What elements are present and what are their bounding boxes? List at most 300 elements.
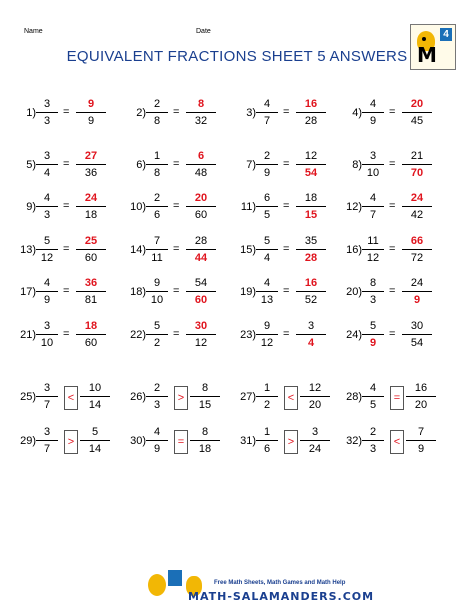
m-letter-icon: M	[417, 43, 434, 67]
denominator: 7	[263, 115, 271, 127]
comparison-sign-box: >	[64, 430, 78, 454]
fraction	[190, 425, 220, 456]
fraction	[146, 425, 168, 456]
denominator: 12	[260, 337, 274, 349]
numerator: 10	[88, 382, 102, 394]
date-label: Date	[196, 28, 211, 35]
equivalence-problem	[226, 97, 334, 129]
denominator: 45	[410, 115, 424, 127]
problem-number: 2)	[136, 107, 146, 119]
denominator: 15	[198, 399, 212, 411]
numerator: 30	[194, 320, 208, 332]
denominator: 72	[410, 252, 424, 264]
numerator: 1	[153, 150, 161, 162]
denominator: 12	[40, 252, 54, 264]
denominator: 60	[194, 294, 208, 306]
problem-number: 13)	[20, 244, 36, 256]
fraction	[296, 97, 326, 128]
numerator: 3	[43, 98, 51, 110]
fraction	[186, 97, 216, 128]
comparison-sign-box: <	[390, 430, 404, 454]
numerator: 11	[367, 235, 379, 247]
problem-number: 28)	[346, 391, 362, 403]
fraction	[186, 319, 216, 350]
denominator: 20	[414, 399, 428, 411]
fraction	[256, 319, 278, 350]
fraction-bar	[362, 112, 384, 113]
fraction-bar	[146, 396, 168, 397]
numerator: 8	[369, 277, 377, 289]
fraction-bar	[402, 291, 432, 292]
fraction	[406, 381, 436, 412]
equivalence-problem	[332, 234, 440, 266]
denominator: 14	[88, 443, 102, 455]
equivalence-problem	[332, 319, 440, 351]
grade-number: 4	[440, 28, 452, 41]
numerator: 4	[369, 192, 377, 204]
fraction	[296, 191, 326, 222]
numerator: 4	[263, 98, 271, 110]
numerator: 35	[304, 235, 318, 247]
equals-sign: =	[63, 200, 70, 212]
equals-sign: =	[283, 328, 290, 340]
numerator: 4	[153, 426, 161, 438]
numerator: 27	[84, 150, 98, 162]
fraction-bar	[186, 164, 216, 165]
fraction-bar	[80, 396, 110, 397]
numerator: 2	[153, 382, 161, 394]
fraction	[186, 149, 216, 180]
fraction	[36, 381, 58, 412]
equals-sign: =	[389, 285, 396, 297]
fraction-bar	[146, 164, 168, 165]
fraction-bar	[36, 440, 58, 441]
fraction-bar	[406, 396, 436, 397]
comparison-sign-box: >	[284, 430, 298, 454]
fraction-bar	[36, 396, 58, 397]
denominator: 20	[308, 399, 322, 411]
fraction-bar	[296, 206, 326, 207]
fraction	[406, 425, 436, 456]
denominator: 3	[369, 443, 377, 455]
fraction-bar	[36, 334, 58, 335]
fraction	[402, 191, 432, 222]
fraction	[80, 425, 110, 456]
fraction	[76, 191, 106, 222]
fraction-bar	[76, 334, 106, 335]
numerator: 5	[43, 235, 51, 247]
denominator: 28	[304, 115, 318, 127]
numerator: 8	[201, 426, 209, 438]
denominator: 3	[369, 294, 377, 306]
denominator: 12	[194, 337, 208, 349]
numerator: 6	[197, 150, 205, 162]
fraction-bar	[186, 291, 216, 292]
equals-sign: =	[283, 200, 290, 212]
equals-sign: =	[173, 285, 180, 297]
fraction	[186, 276, 216, 307]
comparison-problem	[332, 381, 440, 413]
comparison-sign-box: >	[174, 386, 188, 410]
numerator: 5	[369, 320, 377, 332]
problem-number: 32)	[346, 435, 362, 447]
fraction	[256, 234, 278, 265]
fraction	[186, 191, 216, 222]
problem-number: 25)	[20, 391, 36, 403]
denominator: 9	[43, 294, 51, 306]
denominator: 13	[260, 294, 274, 306]
fraction-bar	[76, 206, 106, 207]
page-title: EQUIVALENT FRACTIONS SHEET 5 ANSWERS	[66, 48, 408, 65]
fraction-bar	[256, 164, 278, 165]
equals-sign: =	[389, 106, 396, 118]
numerator: 4	[43, 192, 51, 204]
fraction-bar	[146, 206, 168, 207]
fraction-bar	[76, 112, 106, 113]
denominator: 24	[308, 443, 322, 455]
fraction	[146, 319, 168, 350]
equivalence-problem	[226, 319, 334, 351]
comparison-sign-box: <	[64, 386, 78, 410]
equals-sign: =	[63, 285, 70, 297]
fraction	[296, 319, 326, 350]
denominator: 52	[304, 294, 318, 306]
denominator: 8	[153, 167, 161, 179]
fraction-bar	[36, 164, 58, 165]
numerator: 4	[369, 382, 377, 394]
equals-sign: =	[173, 243, 180, 255]
comparison-problem	[6, 381, 114, 413]
fraction	[76, 149, 106, 180]
equivalence-problem	[116, 319, 224, 351]
denominator: 15	[304, 209, 318, 221]
fraction-bar	[190, 440, 220, 441]
denominator: 60	[194, 209, 208, 221]
denominator: 8	[153, 115, 161, 127]
denominator: 44	[194, 252, 208, 264]
fraction	[402, 234, 432, 265]
numerator: 8	[201, 382, 209, 394]
fraction	[256, 97, 278, 128]
fraction	[256, 381, 278, 412]
fraction-bar	[296, 112, 326, 113]
fraction	[402, 97, 432, 128]
numerator: 9	[87, 98, 95, 110]
numerator: 7	[153, 235, 161, 247]
equals-sign: =	[389, 158, 396, 170]
fraction	[76, 234, 106, 265]
equals-sign: =	[389, 243, 396, 255]
equivalence-problem	[116, 191, 224, 223]
comparison-problem	[226, 381, 334, 413]
fraction	[146, 191, 168, 222]
fraction	[146, 149, 168, 180]
numerator: 36	[84, 277, 98, 289]
fraction	[76, 97, 106, 128]
numerator: 6	[263, 192, 271, 204]
fraction	[36, 234, 58, 265]
numerator: 3	[43, 320, 51, 332]
numerator: 66	[410, 235, 424, 247]
fraction-bar	[362, 291, 384, 292]
equivalence-problem	[226, 191, 334, 223]
numerator: 12	[308, 382, 322, 394]
denominator: 9	[413, 294, 421, 306]
denominator: 6	[263, 443, 271, 455]
fraction	[300, 425, 330, 456]
equivalence-problem	[6, 234, 114, 266]
denominator: 2	[263, 399, 271, 411]
equivalence-problem	[6, 191, 114, 223]
fraction-bar	[146, 249, 168, 250]
fraction	[362, 149, 384, 180]
fraction	[146, 97, 168, 128]
fraction	[362, 276, 384, 307]
footer-tagline: Free Math Sheets, Math Games and Math Help	[214, 580, 346, 586]
fraction	[296, 276, 326, 307]
equals-sign: =	[283, 158, 290, 170]
problem-number: 10)	[130, 201, 146, 213]
fraction-bar	[256, 291, 278, 292]
fraction	[362, 319, 384, 350]
fraction-bar	[362, 249, 384, 250]
problem-number: 21)	[20, 329, 36, 341]
problem-number: 3)	[246, 107, 256, 119]
denominator: 6	[153, 209, 161, 221]
numerator: 3	[311, 426, 319, 438]
fraction-bar	[76, 291, 106, 292]
problem-number: 11)	[240, 201, 256, 213]
problem-number: 19)	[240, 286, 256, 298]
denominator: 9	[153, 443, 161, 455]
equals-sign: =	[63, 243, 70, 255]
denominator: 4	[263, 252, 271, 264]
fraction-bar	[76, 249, 106, 250]
numerator: 12	[304, 150, 318, 162]
fraction	[36, 97, 58, 128]
fraction-bar	[146, 440, 168, 441]
denominator: 9	[417, 443, 425, 455]
fraction-bar	[402, 206, 432, 207]
denominator: 5	[263, 209, 271, 221]
fraction-bar	[402, 334, 432, 335]
fraction-bar	[186, 334, 216, 335]
equivalence-problem	[6, 276, 114, 308]
equals-sign: =	[63, 106, 70, 118]
salamander-eye-icon	[422, 37, 426, 41]
equals-sign: =	[63, 328, 70, 340]
denominator: 7	[369, 209, 377, 221]
fraction-bar	[300, 396, 330, 397]
comparison-sign-box: =	[174, 430, 188, 454]
denominator: 10	[150, 294, 164, 306]
numerator: 3	[43, 382, 51, 394]
denominator: 81	[84, 294, 98, 306]
denominator: 60	[84, 337, 98, 349]
numerator: 20	[194, 192, 208, 204]
comparison-problem	[6, 425, 114, 457]
problem-number: 24)	[346, 329, 362, 341]
numerator: 16	[304, 277, 318, 289]
fraction-bar	[402, 112, 432, 113]
denominator: 48	[194, 167, 208, 179]
equivalence-problem	[116, 97, 224, 129]
fraction	[76, 319, 106, 350]
fraction	[36, 319, 58, 350]
equals-sign: =	[283, 285, 290, 297]
fraction	[186, 234, 216, 265]
equivalence-problem	[6, 149, 114, 181]
denominator: 9	[87, 115, 95, 127]
denominator: 60	[84, 252, 98, 264]
numerator: 5	[91, 426, 99, 438]
fraction-bar	[186, 249, 216, 250]
fraction-bar	[300, 440, 330, 441]
equals-sign: =	[173, 200, 180, 212]
equivalence-problem	[6, 319, 114, 351]
problem-number: 9)	[26, 201, 36, 213]
numerator: 18	[84, 320, 98, 332]
fraction	[146, 234, 168, 265]
problem-number: 23)	[240, 329, 256, 341]
numerator: 4	[369, 98, 377, 110]
denominator: 10	[40, 337, 54, 349]
numerator: 5	[263, 235, 271, 247]
equivalence-problem	[332, 149, 440, 181]
problem-number: 29)	[20, 435, 36, 447]
numerator: 4	[43, 277, 51, 289]
fraction-bar	[36, 249, 58, 250]
numerator: 2	[263, 150, 271, 162]
problem-number: 7)	[246, 159, 256, 171]
fraction	[256, 425, 278, 456]
name-label: Name	[24, 28, 43, 35]
fraction	[256, 191, 278, 222]
numerator: 30	[410, 320, 424, 332]
numerator: 1	[263, 382, 271, 394]
fraction-bar	[256, 206, 278, 207]
fraction-bar	[362, 440, 384, 441]
problem-number: 8)	[352, 159, 362, 171]
fraction	[36, 276, 58, 307]
fraction-bar	[362, 334, 384, 335]
denominator: 2	[153, 337, 161, 349]
fraction-bar	[406, 440, 436, 441]
fraction	[362, 425, 384, 456]
numerator: 28	[194, 235, 208, 247]
denominator: 4	[43, 167, 51, 179]
fraction	[76, 276, 106, 307]
equivalence-problem	[6, 97, 114, 129]
problem-number: 26)	[130, 391, 146, 403]
fraction-bar	[296, 334, 326, 335]
fraction	[362, 381, 384, 412]
equals-sign: =	[173, 328, 180, 340]
salamander-icon	[148, 574, 166, 596]
denominator: 12	[366, 252, 380, 264]
denominator: 5	[369, 399, 377, 411]
comparison-problem	[116, 425, 224, 457]
denominator: 32	[194, 115, 208, 127]
problem-number: 1)	[26, 107, 36, 119]
fraction-bar	[256, 440, 278, 441]
fraction-bar	[256, 249, 278, 250]
comparison-problem	[332, 425, 440, 457]
numerator: 24	[410, 277, 424, 289]
problem-number: 14)	[130, 244, 146, 256]
comparison-problem	[226, 425, 334, 457]
numerator: 9	[153, 277, 161, 289]
denominator: 7	[43, 443, 51, 455]
problem-number: 16)	[346, 244, 362, 256]
book-icon	[168, 570, 182, 586]
fraction	[36, 191, 58, 222]
fraction	[402, 276, 432, 307]
problem-number: 18)	[130, 286, 146, 298]
fraction	[146, 276, 168, 307]
numerator: 3	[307, 320, 315, 332]
equivalence-problem	[332, 276, 440, 308]
numerator: 2	[153, 98, 161, 110]
problem-number: 4)	[352, 107, 362, 119]
equivalence-problem	[116, 276, 224, 308]
equals-sign: =	[389, 328, 396, 340]
footer-brand: MATH-SALAMANDERS.COM	[188, 590, 375, 603]
fraction	[36, 425, 58, 456]
fraction-bar	[296, 164, 326, 165]
fraction	[300, 381, 330, 412]
denominator: 14	[88, 399, 102, 411]
problem-number: 15)	[240, 244, 256, 256]
numerator: 3	[43, 150, 51, 162]
equals-sign: =	[389, 200, 396, 212]
fraction	[362, 97, 384, 128]
denominator: 7	[43, 399, 51, 411]
numerator: 3	[43, 426, 51, 438]
equivalence-problem	[226, 234, 334, 266]
fraction	[296, 149, 326, 180]
fraction-bar	[36, 291, 58, 292]
numerator: 54	[194, 277, 208, 289]
equals-sign: =	[173, 106, 180, 118]
equals-sign: =	[63, 158, 70, 170]
denominator: 9	[263, 167, 271, 179]
fraction-bar	[146, 291, 168, 292]
fraction	[190, 381, 220, 412]
fraction	[256, 149, 278, 180]
fraction-bar	[256, 396, 278, 397]
numerator: 1	[263, 426, 271, 438]
problem-number: 30)	[130, 435, 146, 447]
comparison-sign-box: =	[390, 386, 404, 410]
problem-number: 22)	[130, 329, 146, 341]
fraction-bar	[186, 206, 216, 207]
numerator: 18	[304, 192, 318, 204]
denominator: 3	[43, 209, 51, 221]
fraction-bar	[186, 112, 216, 113]
equivalence-problem	[332, 191, 440, 223]
fraction	[36, 149, 58, 180]
fraction-bar	[146, 112, 168, 113]
fraction-bar	[296, 291, 326, 292]
denominator: 54	[304, 167, 318, 179]
numerator: 24	[84, 192, 98, 204]
denominator: 28	[304, 252, 318, 264]
numerator: 16	[414, 382, 428, 394]
fraction-bar	[362, 164, 384, 165]
fraction-bar	[80, 440, 110, 441]
denominator: 3	[153, 399, 161, 411]
